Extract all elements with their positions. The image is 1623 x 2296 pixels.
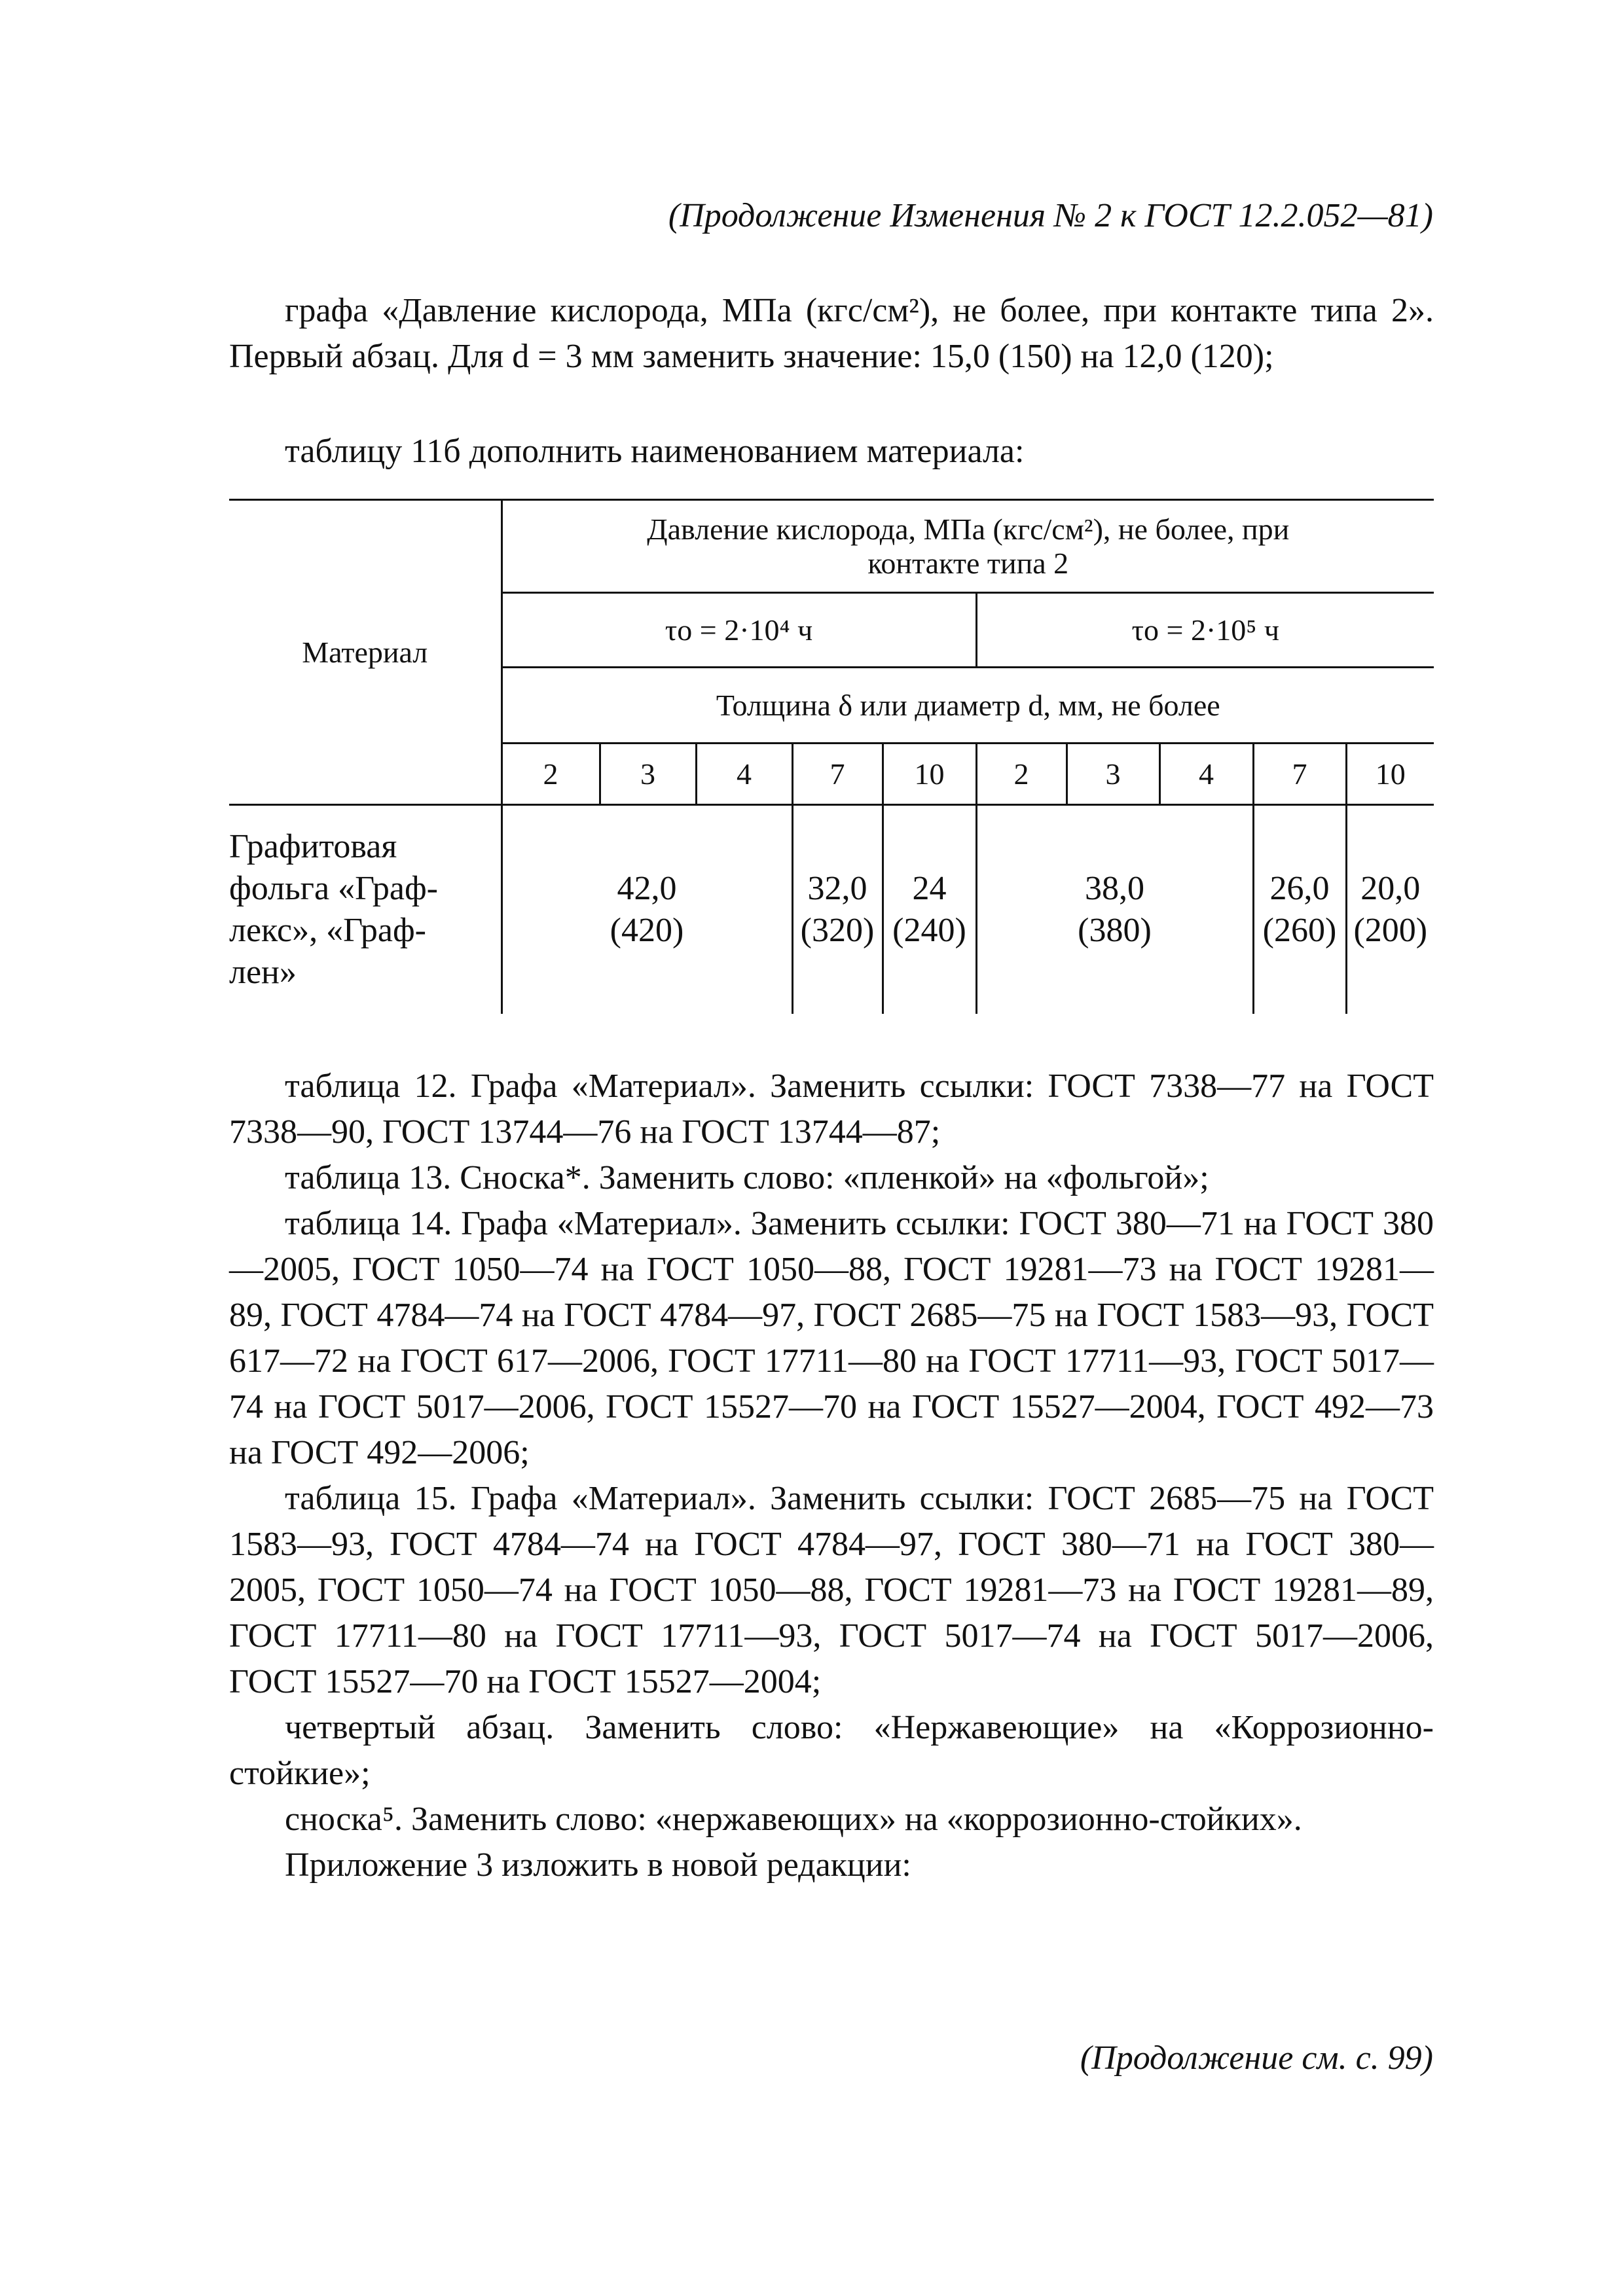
tau2-header: τо = 2·10⁵ ч	[976, 593, 1434, 668]
paragraph-text: таблица 14. Графа «Материал». Заменить ссылки: ГОСТ 380—71 на ГОСТ 380—2005, ГОСТ 1050—74 на ГОСТ 1050—88, ГОСТ 19281—73 на ГОСТ 19281—89, ГОСТ 4784—74 на ГОСТ 4784—97, ГОСТ 2685—75 на ГОСТ 1583—93, ГОСТ 617—72 на ГОСТ 617—2006, ГОСТ 17711—80 на ГОСТ 17711—93, ГОСТ 5017—74 на ГОСТ 5017—2006, ГОСТ 15527—70 на ГОСТ 15527—2004, ГОСТ 492—73 на ГОСТ 492—2006;	[229, 1205, 1434, 1471]
size-cell: 7	[1253, 744, 1346, 805]
value-main: 24	[912, 870, 947, 907]
paragraph-text: таблица 12. Графа «Материал». Заменить ссылки: ГОСТ 7338—77 на ГОСТ 7338—90, ГОСТ 13744—76 на ГОСТ 13744—87;	[229, 1067, 1434, 1151]
tau1-header: τо = 2·10⁴ ч	[501, 593, 976, 668]
paragraph-table-13	[229, 1155, 1434, 1201]
pressure-header-line1: Давление кислорода, МПа (кгс/см²), не более, при	[647, 512, 1290, 546]
size-cell: 3	[600, 744, 696, 805]
paragraph-table-11b	[229, 429, 1434, 475]
value-kgf: (240)	[892, 912, 966, 949]
paragraph-table-15	[229, 1476, 1434, 1705]
value-kgf: (380)	[1078, 912, 1152, 949]
paragraph-table-14	[229, 1201, 1434, 1476]
paragraph-text: четвертый абзац. Заменить слово: «Нержавеющие» на «Коррозионно-стойкие»;	[229, 1709, 1434, 1792]
size-cell: 2	[976, 744, 1067, 805]
value-kgf: (420)	[610, 912, 684, 949]
value-main: 20,0	[1360, 870, 1421, 907]
value-cell	[883, 805, 976, 1014]
value-kgf: (320)	[800, 912, 875, 949]
size-cell: 4	[696, 744, 792, 805]
paragraph-appendix	[229, 1842, 1434, 1888]
material-name-line: лекс», «Граф-	[229, 912, 426, 949]
paragraph-text: сноска⁵. Заменить слово: «нержавеющих» на «коррозионно-стойких».	[285, 1801, 1302, 1838]
page-header: (Продолжение Изменения № 2 к ГОСТ 12.2.052—81)	[668, 197, 1433, 234]
value-main: 42,0	[617, 870, 677, 907]
material-name-cell	[229, 805, 501, 1014]
value-main: 32,0	[807, 870, 867, 907]
thickness-header: Толщина δ или диаметр d, мм, не более	[501, 668, 1434, 744]
pressure-header-line2: контакте типа 2	[867, 546, 1069, 580]
size-cell: 4	[1159, 744, 1253, 805]
size-cell: 2	[501, 744, 600, 805]
value-cell	[501, 805, 792, 1014]
material-table	[229, 499, 1434, 1014]
material-name-line: фольга «Граф-	[229, 870, 438, 907]
material-name-line: лен»	[229, 954, 297, 991]
size-cell: 7	[792, 744, 883, 805]
paragraph-text: таблица 13. Сноска*. Заменить слово: «пленкой» на «фольгой»;	[285, 1159, 1209, 1196]
value-kgf: (260)	[1262, 912, 1337, 949]
paragraph-text: таблица 15. Графа «Материал». Заменить ссылки: ГОСТ 2685—75 на ГОСТ 1583—93, ГОСТ 4784—74 на ГОСТ 4784—97, ГОСТ 380—71 на ГОСТ 380—2005, ГОСТ 1050—74 на ГОСТ 1050—88, ГОСТ 19281—73 на ГОСТ 19281—89, ГОСТ 17711—80 на ГОСТ 17711—93, ГОСТ 5017—74 на ГОСТ 5017—2006, ГОСТ 15527—70 на ГОСТ 15527—2004;	[229, 1480, 1434, 1700]
paragraph-text: Приложение 3 изложить в новой редакции:	[285, 1846, 911, 1884]
value-cell	[976, 805, 1253, 1014]
paragraph-table-12	[229, 1064, 1434, 1155]
material-header: Материал	[302, 635, 428, 669]
size-cell: 10	[1346, 744, 1434, 805]
value-cell	[1253, 805, 1346, 1014]
paragraph-text: таблицу 11б дополнить наименованием материала:	[285, 433, 1025, 470]
value-main: 26,0	[1269, 870, 1330, 907]
paragraph-pressure-column	[229, 288, 1434, 380]
paragraph-text: графа «Давление кислорода, МПа (кгс/см²), не более, при контакте типа 2». Первый абзац. Для d = 3 мм заменить значение: 15,0 (150) на 12,0 (120);	[229, 292, 1434, 375]
material-header-cell	[229, 500, 501, 805]
material-name-line: Графитовая	[229, 828, 397, 865]
size-cell: 10	[883, 744, 976, 805]
table-row	[229, 805, 1434, 1014]
pressure-header-cell	[501, 500, 1434, 593]
value-cell	[1346, 805, 1434, 1014]
page-footer: (Продолжение см. с. 99)	[1080, 2039, 1433, 2077]
value-kgf: (200)	[1353, 912, 1428, 949]
size-cell: 3	[1067, 744, 1159, 805]
paragraph-footnote	[229, 1797, 1434, 1842]
value-cell	[792, 805, 883, 1014]
value-main: 38,0	[1085, 870, 1144, 907]
paragraph-fourth-abzac	[229, 1705, 1434, 1797]
